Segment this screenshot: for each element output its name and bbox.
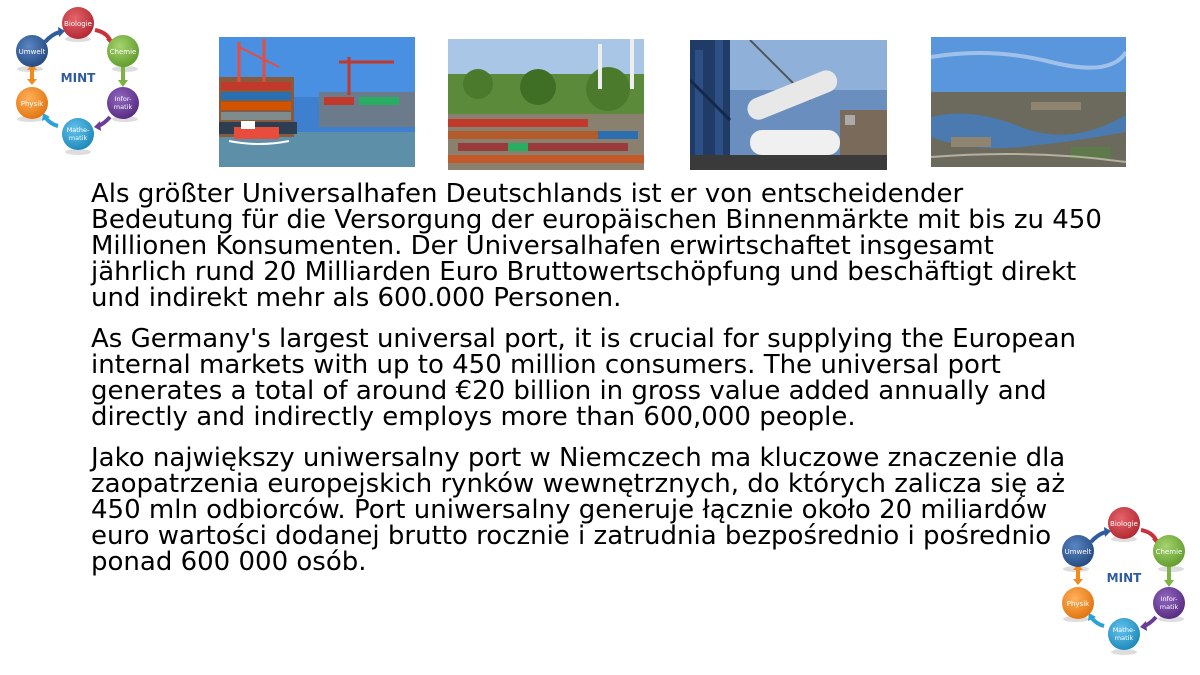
node-informatik [1153, 587, 1185, 619]
svg-text:Infor-: Infor- [114, 95, 132, 103]
german-paragraph: Als größter Universalhafen Deutschlands ist er von entscheidender Bedeutung für die Versorgung der europäischen Binnenmärkte mit bis zu 450 Millionen Konsumenten. Der Universalhafen erwirtschaftet insgesamt jährlich rund 20 Milliarden Euro Bruttowertschöpfung und beschäftigt direkt und indirekt mehr als 600.000 Personen. [91, 179, 1102, 313]
polish-paragraph: Jako największy uniwersalny port w Niemczech ma kluczowe znaczenie dla zaopatrzenia europejskich rynków wewnętrznych, do których zalicza się aż 450 mln odbiorców. Port uniwersalny generuje łącznie około 20 miliardów euro wartości dodanej brutto rocznie i zatrudnia bezpośrednio i pośrednio ponad 600 000 osób. [91, 443, 1066, 577]
svg-text:matik: matik [1114, 634, 1134, 642]
mint-center-label: MINT [60, 71, 96, 85]
svg-text:Mathe-: Mathe- [66, 126, 90, 134]
mint-logo-bottom-right [1056, 506, 1186, 656]
svg-text:matik: matik [68, 134, 88, 142]
svg-text:Chemie: Chemie [109, 48, 137, 56]
svg-text:matik: matik [1159, 603, 1179, 611]
node-biologie [1108, 507, 1140, 539]
node-physik [1062, 587, 1094, 619]
svg-text:Infor-: Infor- [1160, 595, 1178, 603]
node-mathematik [1108, 618, 1140, 650]
crane-tank-loading-photo [690, 40, 887, 170]
svg-text:Mathe-: Mathe- [1112, 626, 1136, 634]
svg-text:Biologie: Biologie [1110, 520, 1138, 528]
svg-text:matik: matik [113, 103, 133, 111]
node-umwelt [1062, 535, 1094, 567]
node-mathematik [62, 118, 94, 150]
harbor-aerial-photo [931, 37, 1126, 167]
svg-text:Physik: Physik [1066, 600, 1090, 608]
english-paragraph: As Germany's largest universal port, it is crucial for supplying the European internal markets with up to 450 million consumers. The universal port generates a total of around €20 billion in gross value added annually and directly and indirectly employs more than 600,000 people. [91, 324, 1077, 432]
node-umwelt [16, 35, 48, 67]
svg-text:Physik: Physik [20, 100, 44, 108]
svg-text:Biologie: Biologie [64, 20, 92, 28]
text-block [91, 181, 1121, 575]
svg-text:Umwelt: Umwelt [1064, 548, 1092, 556]
svg-text:Chemie: Chemie [1155, 548, 1183, 556]
mint-logo-top-left [10, 6, 140, 156]
node-biologie [62, 7, 94, 39]
mint-center-label: MINT [1106, 571, 1142, 585]
node-chemie [1153, 535, 1185, 567]
node-chemie [107, 35, 139, 67]
svg-text:Umwelt: Umwelt [18, 48, 46, 56]
container-port-photo [219, 37, 415, 167]
node-physik [16, 87, 48, 119]
node-informatik [107, 87, 139, 119]
rail-yard-photo [448, 39, 644, 170]
